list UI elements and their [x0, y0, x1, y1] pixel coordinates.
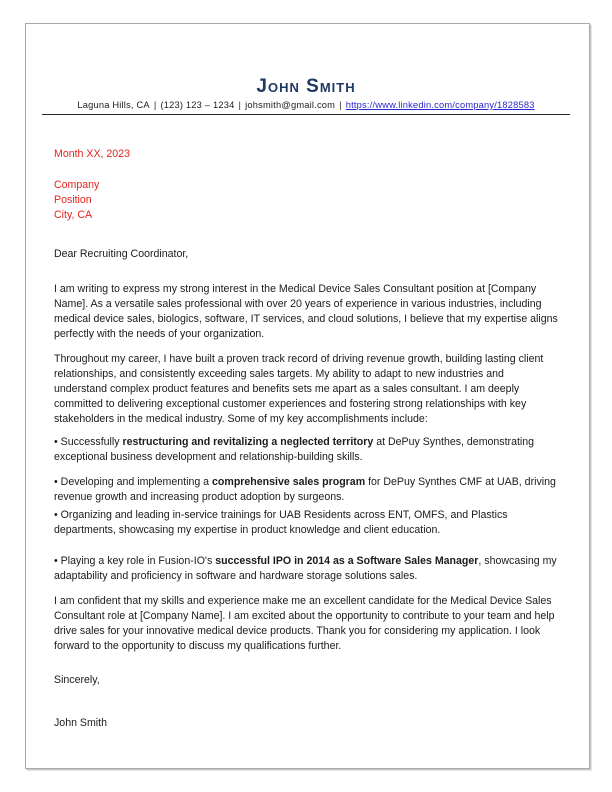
page-title: John Smith [256, 76, 356, 97]
bullet-icon: • [54, 509, 58, 521]
bullet-text-bold: comprehensive sales program [212, 476, 366, 488]
bullet-text-post: , showcasing my adaptability and proficiency in software and hardware storage solutions sales. [54, 555, 557, 582]
bullet-text-bold: restructuring and revitalizing a neglected territory [122, 436, 374, 448]
bullet-text-pre: Playing a key role in Fusion-IO's [60, 555, 216, 567]
paragraph-closing: I am confident that my skills and experience make me an excellent candidate for the Medical Device Sales Consultant role at [Company Name]. I am excited about the opportunity to contribute to your team and help drive sales for your innovative medical device products. Thank you for considering my application. I look forward to the opportunity to discuss my qualifications further. [54, 595, 555, 652]
bullet-text-pre: Successfully [60, 436, 123, 448]
salutation: Dear Recruiting Coordinator, [54, 248, 189, 260]
contact-email: johsmith@gmail.com [245, 100, 336, 110]
contact-phone: (123) 123 – 1234 [160, 100, 235, 110]
bullet-item-sales-program [54, 475, 558, 505]
bullet-item-territory [54, 435, 558, 465]
bullet-text-bold: successful IPO in 2014 as a Software Sales Manager [215, 555, 479, 567]
bullet-item-ipo [54, 554, 558, 584]
recipient-block [54, 178, 558, 223]
contact-location: Laguna Hills, CA [77, 100, 150, 110]
recipient-city: City, CA [54, 209, 93, 221]
letter-body [54, 147, 558, 731]
contact-separator: | [238, 100, 242, 110]
contact-separator: | [153, 100, 157, 110]
bullet-icon: • [54, 476, 58, 488]
paragraph-intro: I am writing to express my strong interest in the Medical Device Sales Consultant position at [Company Name]. As a versatile sales professional with over 20 years of experience in various industries, including medical device sales, biologics, software, IT services, and cloud solutions, I believe that my expertise aligns perfectly with the needs of your organization. [54, 283, 558, 340]
linkedin-link[interactable]: https://www.linkedin.com/company/1828583 [345, 100, 535, 110]
bullet-text-post: at DePuy Synthes, demonstrating exceptional business development and relationship-building skills. [54, 436, 535, 463]
bullet-text-pre: Organizing and leading in-service trainings for UAB Residents across ENT, OMFS, and Plastics departments, showcasing my expertise in product knowledge and client education. [54, 509, 508, 536]
letter-date: Month XX, 2023 [54, 148, 130, 160]
bullet-text-pre: Developing and implementing a [60, 476, 213, 488]
contact-line [0, 99, 612, 112]
letter-header [0, 0, 612, 115]
bullet-icon: • [54, 555, 58, 567]
recipient-position: Position [54, 194, 92, 206]
recipient-company: Company [54, 179, 100, 191]
header-divider [42, 114, 570, 115]
contact-separator: | [339, 100, 342, 110]
sign-off: Sincerely, [54, 674, 100, 686]
paragraph-career: Throughout my career, I have built a proven track record of driving revenue growth, building lasting client relationships, and consistently exceeding sales targets. My ability to adapt to new industries and understand complex product features and benefits sets me apart as a sales consultant. I am deeply committed to delivering exceptional customer experiences and fostering strong relationships with key stakeholders in the medical industry. Some of my key accomplishments include: [54, 353, 544, 425]
signature-name: John Smith [54, 717, 107, 729]
bullet-item-trainings [54, 508, 558, 538]
bullet-icon: • [54, 436, 58, 448]
bullet-text-post: for DePuy Synthes CMF at UAB, driving revenue growth and increasing product adoption by surgeons. [54, 476, 556, 503]
